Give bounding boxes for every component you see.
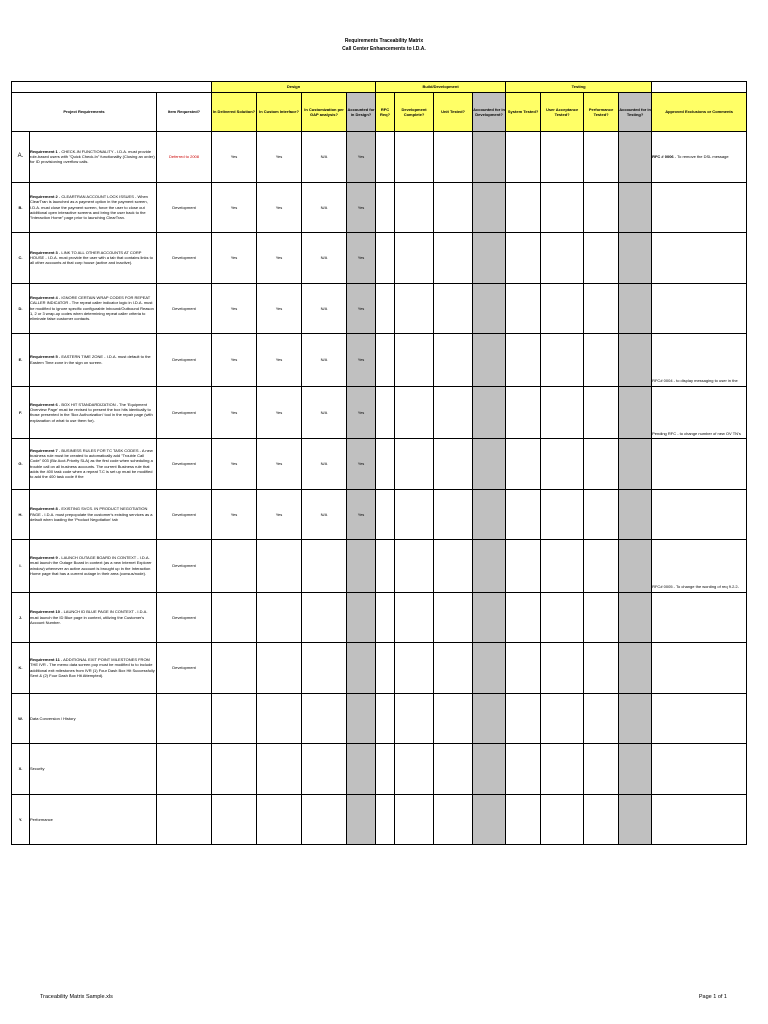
accounted-development-cell: [473, 182, 506, 233]
rfc-req-cell: [376, 744, 395, 795]
row-letter: K.: [12, 643, 30, 694]
performance-tested-cell: [584, 132, 619, 183]
table-row: [12, 439, 747, 490]
unit-tested-cell: [434, 540, 473, 593]
group-testing: Testing: [506, 82, 652, 93]
rfc-req-cell: [376, 334, 395, 387]
system-tested-cell: [506, 489, 541, 540]
accounted-design-value: [347, 794, 376, 845]
development-complete-cell: [395, 182, 434, 233]
table-row: [12, 744, 747, 795]
item-requested-value: [157, 794, 212, 845]
system-tested-cell: [506, 132, 541, 183]
in-customization-value: [302, 643, 347, 694]
accounted-design-value: [347, 540, 376, 593]
header-system-tested: System Tested?: [506, 93, 541, 132]
system-tested-cell: [506, 439, 541, 490]
development-complete-cell: [395, 794, 434, 845]
development-complete-cell: [395, 643, 434, 694]
comment-text: - To remove the DSL message: [673, 154, 729, 160]
performance-tested-cell: [584, 283, 619, 334]
requirement-text: Performance: [30, 816, 53, 822]
accounted-development-cell: [473, 693, 506, 744]
in-delivered-solution-value: [212, 693, 257, 744]
header-in-delivered-solution: In Delivered Solution?: [212, 93, 257, 132]
system-tested-cell: [506, 592, 541, 643]
table-row: [12, 592, 747, 643]
header-user-acceptance-tested: User Acceptance Tested?: [541, 93, 584, 132]
group-design: Design: [212, 82, 376, 93]
unit-tested-cell: [434, 334, 473, 387]
table-row: [12, 643, 747, 694]
performance-tested-cell: [584, 334, 619, 387]
system-tested-cell: [506, 643, 541, 694]
in-delivered-solution-value: Yes: [212, 386, 257, 439]
comments-cell: [652, 439, 747, 490]
traceability-matrix-table: [11, 81, 747, 845]
row-letter: X.: [12, 744, 30, 795]
unit-tested-cell: [434, 386, 473, 439]
in-customization-value: N/A: [302, 489, 347, 540]
accounted-testing-cell: [619, 132, 652, 183]
unit-tested-cell: [434, 693, 473, 744]
row-letter: G.: [12, 439, 30, 490]
performance-tested-cell: [584, 489, 619, 540]
requirement-description: [30, 283, 157, 334]
row-letter: J.: [12, 592, 30, 643]
item-requested-value: Development: [157, 643, 212, 694]
header-in-customization-gap: In Customization per GAP analysis?: [302, 93, 347, 132]
accounted-design-value: [347, 693, 376, 744]
header-accounted-design: Accounted for in Design?: [347, 93, 376, 132]
development-complete-cell: [395, 489, 434, 540]
requirement-description: [30, 643, 157, 694]
in-custom-interface-value: Yes: [257, 489, 302, 540]
item-requested-value: [157, 693, 212, 744]
item-requested-value: Deferred to 2008: [157, 132, 212, 183]
unit-tested-cell: [434, 283, 473, 334]
requirement-text: - CHECK-IN FUNCTIONALITY - I.D.A. must provide role-based users with "Quick Check-In" functionality (Closing an order) for ID provisioning overflow calls.: [30, 148, 155, 165]
in-customization-value: N/A: [302, 386, 347, 439]
accounted-development-cell: [473, 233, 506, 284]
in-custom-interface-value: [257, 540, 302, 593]
requirement-description: [30, 386, 157, 439]
in-custom-interface-value: [257, 693, 302, 744]
item-requested-value: Development: [157, 233, 212, 284]
rfc-req-cell: [376, 489, 395, 540]
user-acceptance-cell: [541, 182, 584, 233]
accounted-design-value: Yes: [347, 283, 376, 334]
requirement-text: - BOX HIT STANDARDIZATION - The 'Equipment Overview Page' must be revised to present the box hits identically to those presented in the 'Box Authorization' tool in the repair page (with explanation of what to use them for).: [30, 401, 153, 423]
system-tested-cell: [506, 182, 541, 233]
requirement-label: Requirement 1: [30, 148, 58, 154]
header-blank-comments: [652, 82, 747, 93]
in-delivered-solution-value: Yes: [212, 439, 257, 490]
system-tested-cell: [506, 386, 541, 439]
user-acceptance-cell: [541, 794, 584, 845]
table-row: [12, 334, 747, 387]
requirement-text: - ADDITIONAL EXIT POINT MILESTONES FROM THE IVR - The memo data screen pop must be modified to to include additional exit milestones from IVR (1) Four Dash Box Hit Successfully Sent & (2) Four Dash Box Hit Attempted).: [30, 657, 155, 679]
development-complete-cell: [395, 693, 434, 744]
item-requested-value: Development: [157, 439, 212, 490]
rfc-req-cell: [376, 182, 395, 233]
accounted-design-value: Yes: [347, 182, 376, 233]
header-project-requirements: Project Requirements: [12, 93, 157, 132]
comments-cell: [652, 233, 747, 284]
user-acceptance-cell: [541, 643, 584, 694]
requirement-text: - IGNORE CERTAIN WRAP CODES FOR REPEAT CALLER INDICATOR - The repeat caller indicator logic in I.D.A. must be modified to ignore specific configurable Inbound/Outbound Reason 1, 2 or 3 wrap-up codes when determining repeat caller criteria to eliminate false customer contacts.: [30, 295, 154, 322]
requirement-description: [30, 794, 157, 845]
development-complete-cell: [395, 132, 434, 183]
unit-tested-cell: [434, 794, 473, 845]
item-requested-value: Development: [157, 182, 212, 233]
unit-tested-cell: [434, 182, 473, 233]
footer-filename: Traceability Matrix Sample.xls: [40, 994, 113, 1000]
accounted-testing-cell: [619, 182, 652, 233]
rfc-req-cell: [376, 643, 395, 694]
table-row: [12, 693, 747, 744]
requirement-text: Data Conversion / History: [30, 715, 76, 721]
requirement-description: [30, 439, 157, 490]
accounted-design-value: Yes: [347, 489, 376, 540]
in-custom-interface-value: [257, 643, 302, 694]
requirement-text: - EXISTING SVCS. IN PRODUCT NEGOTIATION PAGE - I.D.A. must prepopulate the customer's existing services as a default when loading the 'Product Negotiation' tab: [30, 506, 153, 522]
accounted-development-cell: [473, 386, 506, 439]
item-requested-value: Development: [157, 283, 212, 334]
requirement-label: Requirement 7: [30, 447, 58, 453]
performance-tested-cell: [584, 182, 619, 233]
system-tested-cell: [506, 283, 541, 334]
accounted-design-value: Yes: [347, 334, 376, 387]
requirement-text: - BUSINESS RULES FOR TC TASK CODES - A new business rule must be created to automatically add "Trouble Call Code" 003 (Biz Acct-Priority SLA) as the first code when scheduling a trouble call on all business accounts. The current Business rule that adds the 400 task code when a repeat T.C is set up must be modified to add the 400 task code if the: [30, 447, 153, 480]
requirement-label: Requirement 5: [30, 354, 58, 360]
table-row: [12, 794, 747, 845]
table-row: [12, 540, 747, 593]
in-custom-interface-value: [257, 592, 302, 643]
accounted-design-value: Yes: [347, 132, 376, 183]
in-customization-value: N/A: [302, 334, 347, 387]
row-letter: F.: [12, 386, 30, 439]
performance-tested-cell: [584, 643, 619, 694]
rfc-req-cell: [376, 132, 395, 183]
item-requested-value: [157, 744, 212, 795]
unit-tested-cell: [434, 439, 473, 490]
comments-cell: [652, 540, 747, 593]
row-letter: I.: [12, 540, 30, 593]
document-title: Requirements Traceability Matrix: [344, 38, 424, 44]
row-letter: B.: [12, 182, 30, 233]
system-tested-cell: [506, 744, 541, 795]
in-delivered-solution-value: [212, 592, 257, 643]
document-subtitle: Call Center Enhancements to I.D.A.: [342, 46, 426, 52]
item-requested-value: Development: [157, 489, 212, 540]
in-delivered-solution-value: [212, 643, 257, 694]
requirement-text: - LAUNCH OUTAGE BOARD IN CONTEXT - I.D.A. must launch the Outage Board in context (as a new Internet Explorer window) whenever an active account is brought up in the Interaction Home page that has a current outage in their area (consus/node).: [30, 555, 152, 577]
comment-text: RFC# 0004 - to display messaging to user in the: [652, 378, 738, 384]
accounted-design-value: Yes: [347, 233, 376, 284]
unit-tested-cell: [434, 233, 473, 284]
system-tested-cell: [506, 334, 541, 387]
in-custom-interface-value: Yes: [257, 439, 302, 490]
table-row: [12, 489, 747, 540]
requirement-text: - EASTERN TIME ZONE - I.D.A. must default to the Eastern Time zone in the sign on screen.: [30, 354, 151, 365]
accounted-testing-cell: [619, 439, 652, 490]
in-delivered-solution-value: Yes: [212, 334, 257, 387]
performance-tested-cell: [584, 693, 619, 744]
accounted-design-value: [347, 643, 376, 694]
in-customization-value: [302, 540, 347, 593]
in-delivered-solution-value: Yes: [212, 489, 257, 540]
in-customization-value: [302, 693, 347, 744]
accounted-design-value: Yes: [347, 386, 376, 439]
in-custom-interface-value: Yes: [257, 182, 302, 233]
rfc-req-cell: [376, 540, 395, 593]
comments-cell: [652, 132, 747, 183]
item-requested-value: Development: [157, 334, 212, 387]
in-delivered-solution-value: [212, 794, 257, 845]
system-tested-cell: [506, 794, 541, 845]
in-custom-interface-value: Yes: [257, 334, 302, 387]
accounted-development-cell: [473, 540, 506, 593]
matrix-body: [12, 132, 747, 845]
accounted-development-cell: [473, 643, 506, 694]
comment-text: Pending RFC - to change number of new OV TN's: [652, 430, 741, 436]
requirement-description: [30, 592, 157, 643]
in-customization-value: [302, 744, 347, 795]
user-acceptance-cell: [541, 489, 584, 540]
item-requested-value: Development: [157, 540, 212, 593]
table-row: [12, 233, 747, 284]
table-row: [12, 132, 747, 183]
user-acceptance-cell: [541, 233, 584, 284]
accounted-testing-cell: [619, 693, 652, 744]
in-custom-interface-value: Yes: [257, 386, 302, 439]
requirement-text: Security: [30, 766, 45, 772]
comments-cell: [652, 693, 747, 744]
header-unit-tested: Unit Tested?: [434, 93, 473, 132]
system-tested-cell: [506, 233, 541, 284]
in-customization-value: N/A: [302, 233, 347, 284]
footer-page-number: Page 1 of 1: [698, 994, 727, 1000]
development-complete-cell: [395, 540, 434, 593]
development-complete-cell: [395, 283, 434, 334]
accounted-development-cell: [473, 283, 506, 334]
rfc-req-cell: [376, 693, 395, 744]
development-complete-cell: [395, 592, 434, 643]
user-acceptance-cell: [541, 334, 584, 387]
accounted-testing-cell: [619, 334, 652, 387]
requirement-label: Requirement 8: [30, 506, 58, 512]
performance-tested-cell: [584, 386, 619, 439]
accounted-testing-cell: [619, 540, 652, 593]
requirement-label: Requirement 6: [30, 401, 58, 407]
rfc-req-cell: [376, 794, 395, 845]
development-complete-cell: [395, 386, 434, 439]
accounted-testing-cell: [619, 794, 652, 845]
user-acceptance-cell: [541, 386, 584, 439]
comments-cell: [652, 744, 747, 795]
rfc-req-cell: [376, 386, 395, 439]
requirement-label: Requirement 3: [30, 249, 58, 255]
table-row: [12, 283, 747, 334]
rfc-req-cell: [376, 283, 395, 334]
in-custom-interface-value: Yes: [257, 233, 302, 284]
row-letter: A.: [12, 132, 30, 183]
accounted-testing-cell: [619, 283, 652, 334]
user-acceptance-cell: [541, 693, 584, 744]
header-accounted-testing: Accounted for in Testing?: [619, 93, 652, 132]
system-tested-cell: [506, 540, 541, 593]
user-acceptance-cell: [541, 283, 584, 334]
performance-tested-cell: [584, 233, 619, 284]
requirement-text: - LINK TO ALL OTHER ACCOUNTS AT CORP HOUSE - I.D.A. must provide the user with a tab that contains links to all other accounts at that corp house (active and inactive).: [30, 249, 153, 266]
item-requested-value: Development: [157, 386, 212, 439]
accounted-testing-cell: [619, 233, 652, 284]
requirement-description: [30, 233, 157, 284]
in-customization-value: [302, 592, 347, 643]
accounted-development-cell: [473, 334, 506, 387]
in-customization-value: N/A: [302, 283, 347, 334]
in-customization-value: [302, 794, 347, 845]
user-acceptance-cell: [541, 744, 584, 795]
table-row: [12, 386, 747, 439]
in-customization-value: N/A: [302, 439, 347, 490]
system-tested-cell: [506, 693, 541, 744]
accounted-design-value: Yes: [347, 439, 376, 490]
comments-cell: [652, 386, 747, 439]
group-build: Build/Development: [376, 82, 506, 93]
in-customization-value: N/A: [302, 132, 347, 183]
requirement-description: [30, 693, 157, 744]
comments-cell: [652, 643, 747, 694]
accounted-development-cell: [473, 439, 506, 490]
comments-cell: [652, 592, 747, 643]
header-performance-tested: Performance Tested?: [584, 93, 619, 132]
development-complete-cell: [395, 233, 434, 284]
unit-tested-cell: [434, 643, 473, 694]
requirement-text: - CLEARTRAN ACCOUNT LOCK ISSUES - When ClearTran is launched as a payment option in the payment screen, I.D.A. must close the payment screen, force the user to close out additional open interactive screens and bring the user back to the "Interaction Home" page prior to launching ClearTran.: [30, 194, 148, 221]
table-row: [12, 182, 747, 233]
rfc-req-cell: [376, 233, 395, 284]
user-acceptance-cell: [541, 132, 584, 183]
user-acceptance-cell: [541, 592, 584, 643]
requirement-description: [30, 334, 157, 387]
accounted-development-cell: [473, 489, 506, 540]
requirement-label: Requirement 2: [30, 194, 58, 199]
in-delivered-solution-value: Yes: [212, 132, 257, 183]
in-custom-interface-value: [257, 744, 302, 795]
comments-cell: [652, 794, 747, 845]
rfc-req-cell: [376, 439, 395, 490]
user-acceptance-cell: [541, 439, 584, 490]
row-letter: C.: [12, 233, 30, 284]
performance-tested-cell: [584, 439, 619, 490]
in-customization-value: N/A: [302, 182, 347, 233]
in-delivered-solution-value: Yes: [212, 233, 257, 284]
rfc-req-cell: [376, 592, 395, 643]
unit-tested-cell: [434, 489, 473, 540]
accounted-testing-cell: [619, 643, 652, 694]
in-delivered-solution-value: [212, 540, 257, 593]
header-rfc-req: RFC Req?: [376, 93, 395, 132]
development-complete-cell: [395, 744, 434, 795]
row-letter: H.: [12, 489, 30, 540]
development-complete-cell: [395, 334, 434, 387]
performance-tested-cell: [584, 540, 619, 593]
in-delivered-solution-value: [212, 744, 257, 795]
performance-tested-cell: [584, 744, 619, 795]
in-delivered-solution-value: Yes: [212, 182, 257, 233]
requirement-description: [30, 132, 157, 183]
header-accounted-development: Accounted for in Development?: [473, 93, 506, 132]
accounted-development-cell: [473, 132, 506, 183]
accounted-development-cell: [473, 794, 506, 845]
header-item-requested: Item Requested?: [157, 93, 212, 132]
comments-cell: [652, 182, 747, 233]
accounted-development-cell: [473, 592, 506, 643]
row-letter: E.: [12, 334, 30, 387]
unit-tested-cell: [434, 744, 473, 795]
accounted-design-value: [347, 744, 376, 795]
in-custom-interface-value: Yes: [257, 283, 302, 334]
user-acceptance-cell: [541, 540, 584, 593]
comments-cell: [652, 334, 747, 387]
row-letter: D.: [12, 283, 30, 334]
requirement-label: Requirement 10: [30, 609, 61, 615]
accounted-testing-cell: [619, 592, 652, 643]
header-blank-top: [12, 82, 212, 93]
requirement-text: - LAUNCH ID BLUE PAGE IN CONTEXT - I.D.A. must launch the ID Blue page in context, utilizing the Customer's Account Number.: [30, 609, 148, 625]
row-letter: W.: [12, 693, 30, 744]
comments-cell: [652, 283, 747, 334]
requirement-description: [30, 489, 157, 540]
development-complete-cell: [395, 439, 434, 490]
item-requested-value: Development: [157, 592, 212, 643]
comments-cell: [652, 489, 747, 540]
in-custom-interface-value: [257, 794, 302, 845]
row-letter: Y.: [12, 794, 30, 845]
accounted-development-cell: [473, 744, 506, 795]
accounted-testing-cell: [619, 744, 652, 795]
requirement-label: Requirement 11: [30, 657, 60, 663]
requirement-label: Requirement 4: [30, 295, 58, 300]
header-in-custom-interface: In Custom Interface?: [257, 93, 302, 132]
requirement-description: [30, 540, 157, 593]
unit-tested-cell: [434, 592, 473, 643]
in-delivered-solution-value: Yes: [212, 283, 257, 334]
performance-tested-cell: [584, 794, 619, 845]
performance-tested-cell: [584, 592, 619, 643]
requirement-description: [30, 182, 157, 233]
accounted-testing-cell: [619, 386, 652, 439]
accounted-design-value: [347, 592, 376, 643]
requirement-description: [30, 744, 157, 795]
accounted-testing-cell: [619, 489, 652, 540]
requirement-label: Requirement 9: [30, 555, 58, 561]
unit-tested-cell: [434, 132, 473, 183]
header-development-complete: Development Complete?: [395, 93, 434, 132]
comment-label: RFC # 0006: [652, 154, 674, 160]
comment-text: RFC# 0005 - To change the wording of req 9.2.2-: [652, 584, 739, 590]
in-custom-interface-value: Yes: [257, 132, 302, 183]
header-approved-exclusions: Approved Exclusions or Comments: [652, 93, 747, 132]
